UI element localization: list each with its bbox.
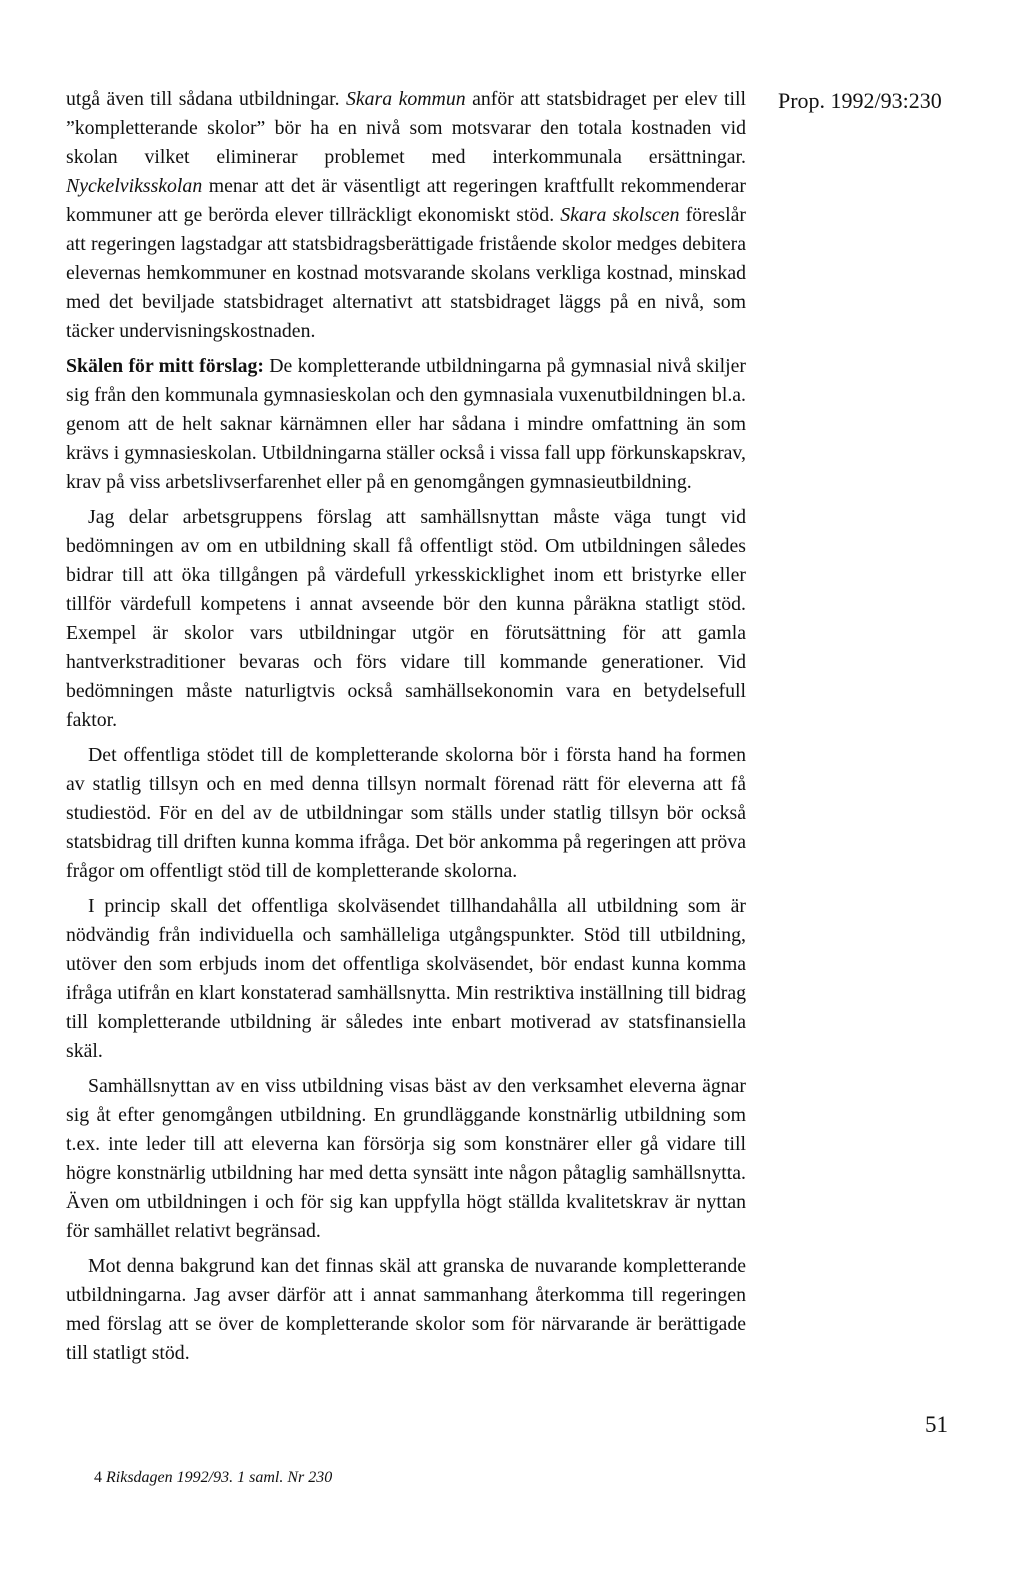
paragraph-2-text: De kompletterande utbildningarna på gymnasial nivå skiljer sig från den kommunala gymnasieskolan och den gymnasiala vuxenutbildningen bl.a. genom att de helt saknar kärnämnen eller har sådana i mindre omfattning än som krävs i gymnasieskolan. Utbildningarna ställer också i vissa fall upp förkunskapskrav, krav på viss arbetslivserfarenhet eller på en genomgången gymnasieutbildning. <box>66 355 746 493</box>
body-text <box>66 85 746 1374</box>
section-heading: Skälen för mitt förslag: <box>66 355 264 377</box>
paragraph-2 <box>66 352 746 497</box>
paragraph-5: I princip skall det offentliga skolväsendet tillhandahålla all utbildning som är nödvändig från individuella och samhälleliga utgångspunkter. Stöd till utbildning, utöver den som erbjuds inom det offentliga skolväsendet, bör endast kunna komma ifråga utifrån en klart konstaterad samhällsnytta. Min restriktiva inställning till bidrag till kompletterande utbildning är således inte enbart motiverad av statsfinansiella skäl. <box>66 895 746 1062</box>
signature-number: 4 <box>94 1469 102 1486</box>
skara-kommun-name: Skara kommun <box>346 88 466 110</box>
paragraph-1-text-3: menar att det är väsentligt att regeringen kraftfullt rekommenderar kommuner att ge berörda elever tillräckligt ekonomiskt stöd. <box>66 175 746 226</box>
footer-signature <box>94 1468 332 1488</box>
paragraph-7: Mot denna bakgrund kan det finnas skäl att granska de nuvarande kompletterande utbildningarna. Jag avser därför att i annat sammanhang återkomma till regeringen med förslag att se över de kompletterande skolor som för närvarande är berättigade till statligt stöd. <box>66 1255 746 1364</box>
paragraph-1-text-4: föreslår att regeringen lagstadgar att statsbidragsberättigade fristående skolor medges debitera elevernas hemkommuner en kostnad motsvarande skolans verkliga kostnad, minskad med det beviljade statsbidraget alternativt att statsbidraget läggs på en nivå, som täcker undervisningskostnaden. <box>66 204 746 342</box>
page-number: 51 <box>925 1412 948 1437</box>
skara-skolscen-name: Skara skolscen <box>560 204 680 226</box>
paragraph-3: Jag delar arbetsgruppens förslag att samhällsnyttan måste väga tungt vid bedömningen av om en utbildning skall få offentligt stöd. Om utbildningen således bidrar till att öka tillgången på värdefull yrkesskicklighet inom ett bristyrke eller tillför värdefull kompetens i annat avseende bör den kunna påräkna statligt stöd. Exempel är skolor vars utbildningar utgör en förutsättning för att gamla hantverkstraditioner bevaras och förs vidare till kommande generationer. Vid bedömningen måste naturligtvis också samhällsekonomin vara en betydelsefull faktor. <box>66 506 746 731</box>
proposition-reference: Prop. 1992/93:230 <box>778 88 942 113</box>
paragraph-4: Det offentliga stödet till de kompletterande skolorna bör i första hand ha formen av statlig tillsyn och en med denna tillsyn normalt förenad rätt för eleverna att få studiestöd. För en del av de utbildningar som ställs under statlig tillsyn bör också statsbidrag till driften kunna komma ifråga. Det bör ankomma på regeringen att pröva frågor om offentligt stöd till de kompletterande skolorna. <box>66 744 746 882</box>
paragraph-1-text-2: anför att statsbidraget per elev till ”kompletterande skolor” bör ha en nivå som motsvarar den totala kostnaden vid skolan vilket eliminerar problemet med interkommunala ersättningar. <box>66 88 746 168</box>
paragraph-6: Samhällsnyttan av en viss utbildning visas bäst av den verksamhet eleverna ägnar sig åt efter genomgången utbildning. En grundläggande konstnärlig utbildning som t.ex. inte leder till att eleverna kan försörja sig som konstnärer eller gå vidare till högre konstnärlig utbildning har med detta synsätt inte någon påtaglig samhällsnytta. Även om utbildningen i och för sig kan uppfylla högt ställda kvalitetskrav är nyttan för samhället relativt begränsad. <box>66 1075 746 1242</box>
nyckelviksskolan-name: Nyckelviksskolan <box>66 175 203 197</box>
paragraph-1 <box>66 85 746 346</box>
paragraph-1-text-1: utgå även till sådana utbildningar. <box>66 88 346 110</box>
signature-text: Riksdagen 1992/93. 1 saml. Nr 230 <box>106 1469 333 1486</box>
